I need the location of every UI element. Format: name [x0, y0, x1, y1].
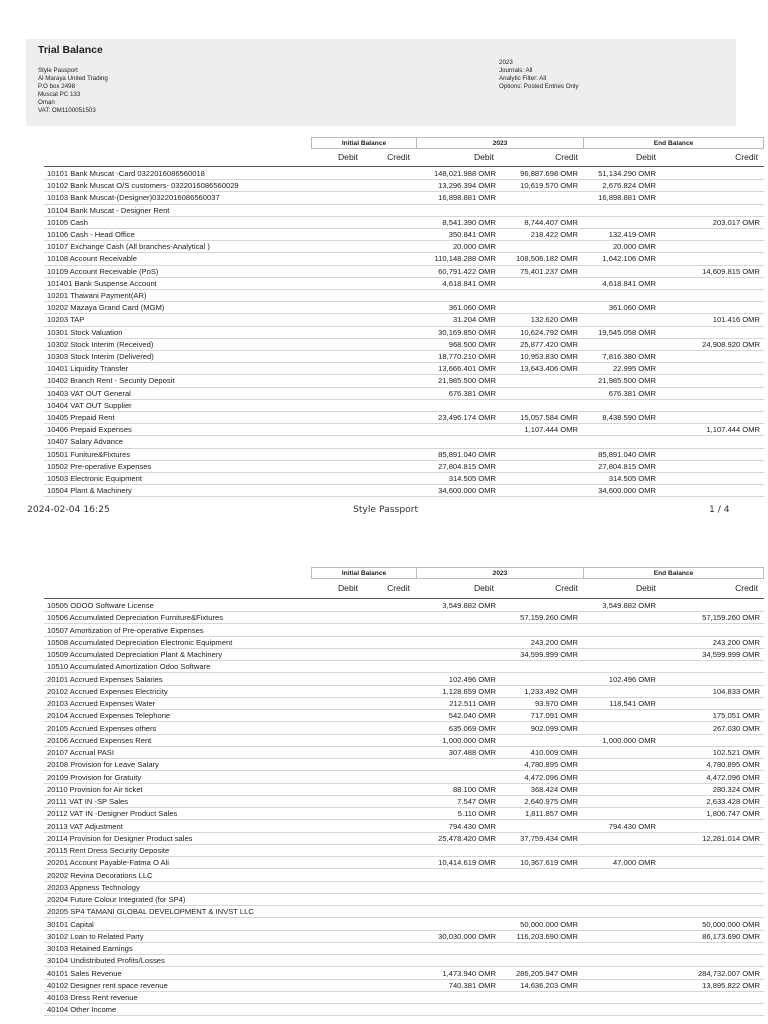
- initial-debit-header: Debit: [337, 152, 359, 162]
- table-row: [44, 931, 764, 943]
- account-name: 10501 Funiture&Fixtures: [47, 449, 131, 459]
- end-credit-cell: 175.051 OMR: [712, 711, 760, 721]
- table-row: [44, 821, 764, 833]
- period-debit-header: Debit: [473, 583, 494, 593]
- table-row: [44, 241, 764, 253]
- period-debit-cell: 361.060 OMR: [448, 303, 496, 313]
- period-debit-cell: 794.430 OMR: [448, 821, 496, 831]
- table-row: [44, 747, 764, 759]
- account-name: 10509 Accumulated Depreciation Plant & Machinery: [47, 650, 223, 659]
- period-debit-cell: 3,549.882 OMR: [442, 601, 496, 610]
- end-credit-cell: 101.416 OMR: [712, 315, 760, 325]
- table-row: [44, 674, 764, 686]
- period-debit-cell: 350.841 OMR: [448, 230, 496, 239]
- end-debit-cell: 1,000.000 OMR: [602, 735, 656, 745]
- account-name: 20110 Provision for Air ticket: [47, 784, 143, 794]
- table-row: [44, 612, 764, 624]
- period-credit-cell: 50,000.000 OMR: [520, 919, 578, 929]
- initial-balance-header: Initial Balance: [311, 567, 417, 579]
- period-debit-cell: 13,296.394 OMR: [438, 181, 496, 191]
- period-credit-cell: 108,506.182 OMR: [515, 254, 578, 264]
- table-row: [44, 686, 764, 698]
- end-debit-cell: 34,600.000 OMR: [598, 486, 656, 496]
- end-debit-cell: 16,898.881 OMR: [598, 193, 656, 203]
- account-name: 20113 VAT Adjustment: [47, 821, 123, 831]
- header-rule: [44, 166, 764, 167]
- period-credit-cell: 4,472.096 OMR: [524, 772, 578, 782]
- period-debit-cell: 148,021.988 OMR: [433, 169, 496, 178]
- table-row: [44, 473, 764, 485]
- end-debit-cell: 21,985.500 OMR: [598, 376, 656, 386]
- table-row: [44, 290, 764, 302]
- end-debit-cell: 361.060 OMR: [608, 303, 656, 313]
- end-debit-cell: 27,804.815 OMR: [598, 461, 656, 471]
- table-row: [44, 339, 764, 351]
- period-credit-cell: 93.970 OMR: [534, 699, 578, 708]
- end-credit-cell: 203.017 OMR: [712, 217, 760, 227]
- period-debit-cell: 23,496.174 OMR: [438, 413, 496, 422]
- account-name: 10404 VAT OUT Supplier: [47, 400, 132, 410]
- period-debit-cell: 307.488 OMR: [448, 748, 496, 757]
- account-name: 40104 Other Income: [47, 1005, 117, 1015]
- period-debit-cell: 31.204 OMR: [452, 315, 496, 325]
- period-credit-cell: 2,640.975 OMR: [524, 797, 578, 806]
- period-debit-cell: 968.500 OMR: [448, 339, 496, 349]
- account-name: 10504 Plant & Machinery: [47, 486, 132, 496]
- company-line: Style Passport: [38, 67, 78, 74]
- table-row: [44, 363, 764, 375]
- table-row: [44, 253, 764, 265]
- end-credit-header: Credit: [735, 583, 758, 593]
- period-debit-cell: 20.000 OMR: [452, 242, 496, 252]
- table-row: [44, 833, 764, 845]
- period-debit-cell: 10,414.619 OMR: [438, 858, 496, 868]
- table-row: [44, 327, 764, 339]
- period-debit-cell: 27,804.815 OMR: [438, 461, 496, 471]
- period-credit-cell: 14,636.203 OMR: [520, 980, 578, 990]
- report-header: [26, 39, 736, 126]
- table-row: [44, 735, 764, 747]
- end-credit-cell: 1,806.747 OMR: [706, 809, 760, 819]
- table-row: [44, 649, 764, 661]
- account-name: 10102 Bank Muscat O/S customers- 0322016086560029: [47, 181, 239, 191]
- end-credit-cell: 4,780.895 OMR: [706, 760, 760, 770]
- filter-line: Journals: All: [499, 67, 533, 75]
- end-debit-cell: 8,438.590 OMR: [602, 413, 656, 422]
- table-row: [44, 424, 764, 436]
- table-row: [44, 845, 764, 857]
- end-debit-cell: 102.496 OMR: [608, 674, 656, 684]
- account-name: 10203 TAP: [47, 315, 85, 325]
- end-credit-cell: 2,633.428 OMR: [706, 797, 760, 806]
- period-credit-cell: 15,057.584 OMR: [520, 413, 578, 422]
- account-name: 10505 ODOO Software License: [47, 601, 154, 610]
- account-name: 101401 Bank Suspense Account: [47, 278, 157, 288]
- account-name: 10405 Prepaid Rent: [47, 413, 115, 422]
- table-row: [44, 351, 764, 363]
- end-debit-cell: 118.541 OMR: [609, 699, 656, 708]
- table-row: [44, 461, 764, 473]
- table-row: [44, 229, 764, 241]
- account-name: 20101 Accrued Expenses Salaries: [47, 674, 163, 684]
- table-row: [44, 796, 764, 808]
- account-name: 30103 Retained Earnings: [47, 944, 133, 953]
- end-debit-cell: 3,549.882 OMR: [602, 601, 656, 610]
- period-credit-cell: 10,624.792 OMR: [520, 327, 578, 337]
- table-row: [44, 968, 764, 980]
- end-credit-cell: 14,609.815 OMR: [702, 266, 760, 276]
- table-row: [44, 278, 764, 290]
- end-credit-cell: 104.833 OMR: [712, 686, 760, 696]
- account-name: 40101 Sales Revenue: [47, 968, 122, 978]
- account-name: 10302 Stock Interim (Received): [47, 339, 154, 349]
- table-row: [44, 302, 764, 314]
- account-name: 20102 Accrued Expenses Electricity: [47, 686, 168, 696]
- table-row: [44, 205, 764, 217]
- account-name: 40102 Designer rent space revenue: [47, 980, 168, 990]
- table-row: [44, 992, 764, 1004]
- end-debit-cell: 22.995 OMR: [612, 364, 656, 374]
- period-credit-cell: 243.200 OMR: [530, 637, 578, 647]
- period-debit-header: Debit: [473, 152, 494, 162]
- account-name: 10101 Bank Muscat -Card 0322016086560018: [47, 169, 205, 178]
- period-credit-cell: 286,205.947 OMR: [515, 968, 578, 978]
- period-credit-cell: 116,203.690 OMR: [516, 931, 578, 941]
- period-credit-cell: 75,401.237 OMR: [520, 266, 578, 276]
- account-name: 20204 Future Colour Integrated (for SP4): [47, 895, 186, 904]
- period-credit-cell: 37,759.434 OMR: [520, 833, 578, 843]
- table-row: [44, 168, 764, 180]
- account-name: 20201 Account Payable-Fatma O Ali: [47, 858, 169, 868]
- period-debit-cell: 21,985.500 OMR: [438, 376, 496, 386]
- account-name: 20107 Accrual PASI: [47, 748, 114, 757]
- period-debit-cell: 676.381 OMR: [448, 388, 496, 398]
- account-name: 10407 Salary Advance: [47, 437, 123, 447]
- end-credit-cell: 243.200 OMR: [712, 637, 760, 647]
- account-name: 10109 Account Receivable (PoS): [47, 266, 159, 276]
- period-debit-cell: 34,600.000 OMR: [438, 486, 496, 496]
- period-credit-cell: 4,780.895 OMR: [524, 760, 578, 770]
- period-debit-cell: 7.547 OMR: [457, 797, 496, 806]
- account-name: 20108 Provision for Leave Salary: [47, 760, 159, 770]
- table-row: [44, 882, 764, 894]
- period-credit-cell: 717.091 OMR: [530, 711, 578, 721]
- account-name: 10104 Bank Muscat - Designer Rent: [47, 205, 170, 215]
- period-debit-cell: 85,891.040 OMR: [438, 449, 496, 459]
- period-credit-cell: 25,877.420 OMR: [520, 339, 578, 349]
- end-credit-cell: 284,732.007 OMR: [697, 968, 760, 978]
- period-credit-cell: 132.620 OMR: [530, 315, 578, 325]
- page-number: 1 / 4: [709, 504, 730, 515]
- account-name: 20114 Provision for Designer Product sales: [47, 833, 193, 843]
- account-name: 20103 Accrued Expenses Water: [47, 699, 156, 708]
- account-name: 20203 Appness Technology: [47, 882, 140, 892]
- period-debit-cell: 740.381 OMR: [448, 980, 496, 990]
- account-name: 10507 Amortization of Pre-operative Expenses: [47, 625, 204, 635]
- period-debit-cell: 212.511 OMR: [449, 699, 496, 708]
- period-credit-cell: 10,367.619 OMR: [520, 858, 578, 868]
- period-credit-cell: 410.009 OMR: [530, 748, 578, 757]
- end-debit-cell: 794.430 OMR: [608, 821, 656, 831]
- account-name: 10402 Branch Rent - Security Deposit: [47, 376, 175, 386]
- period-debit-cell: 110,148.288 OMR: [434, 254, 496, 264]
- period-credit-header: Credit: [555, 152, 578, 162]
- table-row: [44, 955, 764, 967]
- company-address: [38, 67, 108, 116]
- company-line: P.O box 2498: [38, 83, 76, 91]
- account-name: 10503 Electronic Equipment: [47, 474, 142, 483]
- initial-credit-header: Credit: [387, 152, 410, 162]
- end-credit-cell: 102.521 OMR: [712, 748, 760, 757]
- table-row: [44, 772, 764, 784]
- account-name: 20205 SP4 TAMANI GLOBAL DEVELOPMENT & INVST LLC: [47, 907, 254, 917]
- period-credit-cell: 218.422 OMR: [530, 230, 578, 239]
- period-credit-cell: 96,887.698 OMR: [520, 169, 578, 178]
- account-name: 20109 Provision for Gratuity: [47, 772, 142, 782]
- end-credit-cell: 57,159.260 OMR: [702, 613, 760, 623]
- period-credit-cell: 10,619.570 OMR: [520, 181, 578, 191]
- period-debit-cell: 88.100 OMR: [452, 784, 496, 794]
- end-debit-cell: 2,676.824 OMR: [602, 181, 656, 191]
- table-row: [44, 808, 764, 820]
- end-credit-cell: 86,173.690 OMR: [702, 931, 760, 941]
- account-name: 10108 Account Receivable: [47, 254, 137, 264]
- table-row: [44, 980, 764, 992]
- table-row: [44, 723, 764, 735]
- table-row: [44, 870, 764, 882]
- table-row: [44, 436, 764, 448]
- account-name: 30101 Capital: [47, 919, 94, 929]
- period-debit-cell: 16,898.881 OMR: [438, 193, 496, 203]
- table-row: [44, 388, 764, 400]
- header-rule: [44, 598, 764, 599]
- initial-credit-header: Credit: [387, 583, 410, 593]
- account-name: 10510 Accumulated Amortization Odoo Software: [47, 662, 211, 672]
- print-datetime: 2024-02-04 16:25: [27, 504, 110, 515]
- period-header: 2023: [416, 137, 584, 149]
- account-name: 20111 VAT IN -SP Sales: [47, 797, 129, 806]
- account-name: 10105 Cash: [47, 217, 88, 227]
- end-debit-cell: 51,134.290 OMR: [598, 169, 656, 178]
- account-name: 10103 Bank Muscat-(Designer)0322016086560037: [47, 193, 220, 203]
- end-debit-cell: 4,618.841 OMR: [602, 278, 656, 288]
- report-title: Trial Balance: [38, 44, 103, 56]
- account-name: 10401 Liquidity Transfer: [47, 364, 129, 374]
- end-credit-cell: 267.030 OMR: [712, 723, 760, 733]
- table-row: [44, 919, 764, 931]
- period-header: 2023: [416, 567, 584, 579]
- period-debit-cell: 1,000.000 OMR: [442, 735, 496, 745]
- period-debit-cell: 1,128.659 OMR: [442, 686, 496, 696]
- end-debit-cell: 47.000 OMR: [612, 858, 656, 868]
- end-credit-cell: 280.324 OMR: [712, 784, 760, 794]
- account-name: 30104 Undistributed Profits/Losses: [47, 956, 165, 966]
- end-balance-header: End Balance: [583, 567, 764, 579]
- table-row: [44, 637, 764, 649]
- account-name: 40103 Dress Rent revenue: [47, 993, 138, 1002]
- table-row: [44, 485, 764, 497]
- table-row: [44, 449, 764, 461]
- table-row: [44, 906, 764, 918]
- account-name: 10301 Stock Valuation: [47, 327, 123, 337]
- period-debit-cell: 5.110 OMR: [457, 809, 496, 819]
- end-debit-header: Debit: [635, 583, 656, 593]
- table-row: [44, 710, 764, 722]
- end-credit-cell: 13,895.822 OMR: [702, 980, 760, 990]
- table-row: [44, 894, 764, 906]
- period-credit-cell: 368.424 OMR: [530, 784, 578, 794]
- period-debit-cell: 1,473.940 OMR: [442, 968, 496, 978]
- period-debit-cell: 60,791.422 OMR: [438, 266, 496, 276]
- end-debit-cell: 1,642.106 OMR: [602, 254, 656, 264]
- end-debit-cell: 314.505 OMR: [608, 474, 656, 483]
- period-credit-cell: 8,744.407 OMR: [524, 217, 578, 227]
- table-row: [44, 266, 764, 278]
- period-debit-cell: 314.505 OMR: [448, 474, 496, 483]
- table-row: [44, 759, 764, 771]
- account-name: 30102 Loan to Related Party: [47, 931, 144, 941]
- account-name: 20202 Revina Decorations LLC: [47, 870, 153, 880]
- table-row: [44, 192, 764, 204]
- company-line: Al Maraya United Trading: [38, 75, 108, 83]
- end-credit-cell: 34,599.999 OMR: [702, 650, 760, 659]
- account-name: 10106 Cash - Head Office: [47, 230, 135, 239]
- table-row: [44, 661, 764, 673]
- initial-balance-header: Initial Balance: [311, 137, 417, 149]
- period-debit-cell: 4,618.841 OMR: [442, 278, 496, 288]
- table-row: [44, 943, 764, 955]
- table-row: [44, 698, 764, 710]
- footer-company: Style Passport: [353, 504, 419, 515]
- period-credit-header: Credit: [555, 583, 578, 593]
- period-credit-cell: 10,953.830 OMR: [520, 352, 578, 361]
- account-name: 10406 Prepaid Expenses: [47, 425, 132, 435]
- period-debit-cell: 13,666.401 OMR: [438, 364, 496, 374]
- period-debit-cell: 8,541.390 OMR: [442, 217, 496, 227]
- period-debit-cell: 542.040 OMR: [448, 711, 496, 721]
- period-debit-cell: 635.069 OMR: [448, 723, 496, 733]
- end-debit-cell: 7,816.380 OMR: [602, 352, 656, 361]
- table-row: [44, 217, 764, 229]
- table-row: [44, 375, 764, 387]
- end-debit-cell: 19,545.058 OMR: [598, 327, 656, 337]
- period-credit-cell: 1,233.492 OMR: [524, 686, 578, 696]
- report-page-2: [0, 540, 768, 1024]
- account-name: 20112 VAT IN -Designer Product Sales: [47, 809, 178, 819]
- end-credit-cell: 1,107.444 OMR: [706, 425, 760, 435]
- initial-debit-header: Debit: [337, 583, 359, 593]
- end-debit-cell: 85,891.040 OMR: [598, 449, 656, 459]
- end-credit-cell: 4,472.096 OMR: [706, 772, 760, 782]
- table-row: [44, 400, 764, 412]
- table-row: [44, 625, 764, 637]
- period-credit-cell: 57,159.260 OMR: [520, 613, 578, 623]
- table-row: [44, 412, 764, 424]
- period-debit-cell: 30,030.000 OMR: [438, 931, 496, 941]
- end-balance-header: End Balance: [583, 137, 764, 149]
- account-name: 10508 Accumulated Depreciation Electronic Equipment: [47, 637, 233, 647]
- company-line: VAT: OM1100051503: [38, 107, 96, 115]
- end-debit-cell: 676.381 OMR: [608, 388, 656, 398]
- end-debit-header: Debit: [635, 152, 656, 162]
- filter-line: Analytic Filter: All: [499, 75, 547, 83]
- account-name: 10201 Thawani Payment(AR): [47, 291, 147, 300]
- filter-line: Options: Posted Entries Only: [499, 83, 579, 91]
- period-debit-cell: 102.496 OMR: [448, 674, 496, 684]
- account-name: 20105 Accrued Expenses others: [47, 723, 157, 733]
- report-filters: [499, 59, 578, 91]
- table-row: [44, 784, 764, 796]
- period-credit-cell: 902.099 OMR: [530, 723, 578, 733]
- account-name: 10107 Exchange Cash (All branches-Analytical ): [47, 242, 210, 252]
- period-debit-cell: 18,770.210 OMR: [438, 352, 496, 361]
- company-line: Muscat PC 133: [38, 91, 81, 99]
- account-name: 10303 Stock Interim (Delivered): [47, 352, 154, 361]
- end-credit-header: Credit: [735, 152, 758, 162]
- table-row: [44, 857, 764, 869]
- account-name: 10506 Accumulated Depreciation Furniture&Fixtures: [47, 613, 224, 623]
- account-name: 20104 Accrued Expenses Telephone: [47, 711, 171, 721]
- account-name: 10403 VAT OUT General: [47, 388, 131, 398]
- table-row: [44, 314, 764, 326]
- account-name: 20115 Rent Dress Security Deposite: [47, 846, 170, 855]
- account-name: 10502 Pre-operative Expenses: [47, 461, 152, 471]
- end-credit-cell: 12,281.014 OMR: [702, 833, 760, 843]
- period-credit-cell: 1,811.857 OMR: [524, 809, 578, 819]
- table-row: [44, 600, 764, 612]
- company-line: Oman: [38, 99, 55, 107]
- account-name: 20106 Accrued Expenses Rent: [47, 735, 152, 745]
- end-credit-cell: 24,908.920 OMR: [702, 339, 760, 349]
- period-credit-cell: 13,643.406 OMR: [520, 364, 578, 374]
- end-debit-cell: 20.000 OMR: [612, 242, 656, 252]
- end-debit-cell: 132.419 OMR: [608, 230, 656, 239]
- period-credit-cell: 34,599.999 OMR: [520, 650, 578, 659]
- end-credit-cell: 50,000.000 OMR: [702, 919, 760, 929]
- table-row: [44, 1004, 764, 1016]
- period-debit-cell: 25,478.420 OMR: [438, 833, 496, 843]
- account-name: 10202 Mazaya Grand Card (MGM): [47, 303, 165, 313]
- filter-line: 2023: [499, 59, 513, 66]
- period-credit-cell: 1,107.444 OMR: [524, 425, 578, 435]
- table-row: [44, 180, 764, 192]
- period-debit-cell: 30,169.850 OMR: [438, 327, 496, 337]
